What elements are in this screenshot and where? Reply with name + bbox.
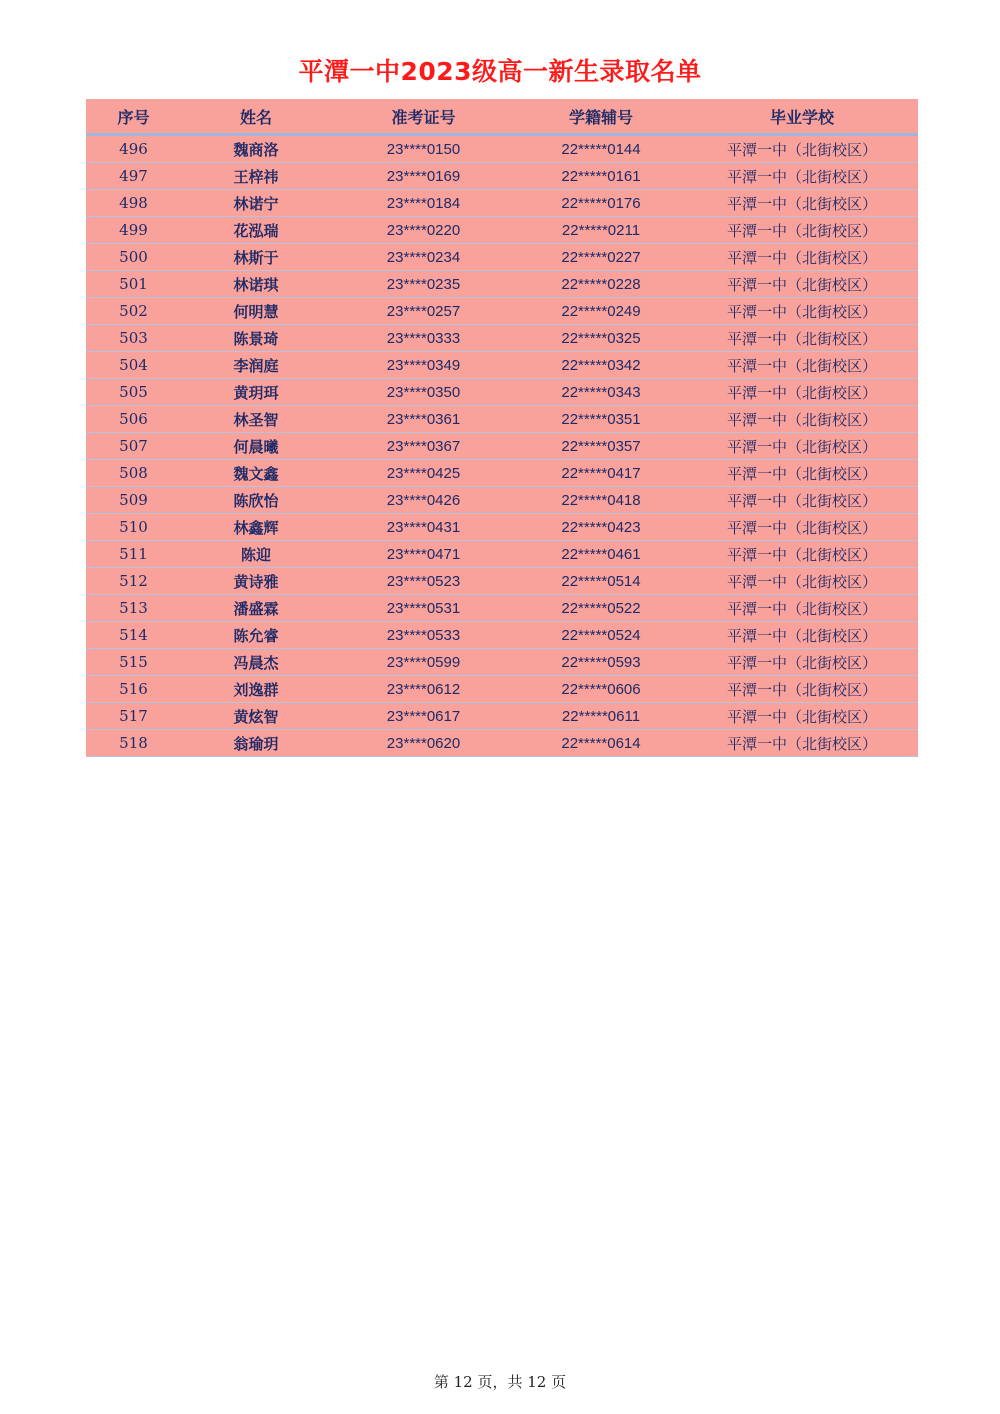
cell-enrollment-number: 22*****0357 — [516, 433, 686, 460]
cell-exam-number: 23****0426 — [331, 487, 516, 514]
cell-enrollment-number: 22*****0228 — [516, 271, 686, 298]
cell-enrollment-number: 22*****0325 — [516, 325, 686, 352]
table-row — [86, 622, 918, 649]
table-row — [86, 217, 918, 244]
table-row — [86, 568, 918, 595]
table-row — [86, 433, 918, 460]
cell-name: 林圣智 — [181, 406, 331, 433]
cell-name: 潘盛霖 — [181, 595, 331, 622]
cell-exam-number: 23****0350 — [331, 379, 516, 406]
cell-graduation-school: 平潭一中（北街校区） — [686, 433, 918, 460]
cell-enrollment-number: 22*****0593 — [516, 649, 686, 676]
cell-graduation-school: 平潭一中（北街校区） — [686, 298, 918, 325]
cell-enrollment-number: 22*****0418 — [516, 487, 686, 514]
cell-exam-number: 23****0620 — [331, 730, 516, 757]
cell-no: 502 — [86, 298, 181, 325]
table-row — [86, 135, 918, 163]
page-title: 平潭一中2023级高一新生录取名单 — [298, 57, 702, 86]
cell-graduation-school: 平潭一中（北街校区） — [686, 325, 918, 352]
cell-enrollment-number: 22*****0522 — [516, 595, 686, 622]
cell-no: 513 — [86, 595, 181, 622]
cell-no: 509 — [86, 487, 181, 514]
cell-graduation-school: 平潭一中（北街校区） — [686, 379, 918, 406]
cell-enrollment-number: 22*****0211 — [516, 217, 686, 244]
cell-name: 魏商洛 — [181, 135, 331, 163]
cell-name: 陈景琦 — [181, 325, 331, 352]
table-row — [86, 730, 918, 757]
cell-no: 512 — [86, 568, 181, 595]
cell-graduation-school: 平潭一中（北街校区） — [686, 730, 918, 757]
cell-enrollment-number: 22*****0161 — [516, 163, 686, 190]
cell-no: 508 — [86, 460, 181, 487]
cell-graduation-school: 平潭一中（北街校区） — [686, 568, 918, 595]
cell-name: 林鑫辉 — [181, 514, 331, 541]
cell-graduation-school: 平潭一中（北街校区） — [686, 541, 918, 568]
table-row — [86, 190, 918, 217]
cell-no: 515 — [86, 649, 181, 676]
cell-exam-number: 23****0431 — [331, 514, 516, 541]
cell-name: 陈迎 — [181, 541, 331, 568]
cell-name: 花泓瑞 — [181, 217, 331, 244]
table-row — [86, 352, 918, 379]
cell-name: 陈欣怡 — [181, 487, 331, 514]
cell-no: 516 — [86, 676, 181, 703]
cell-enrollment-number: 22*****0606 — [516, 676, 686, 703]
cell-graduation-school: 平潭一中（北街校区） — [686, 487, 918, 514]
cell-name: 林诺琪 — [181, 271, 331, 298]
cell-graduation-school: 平潭一中（北街校区） — [686, 271, 918, 298]
cell-exam-number: 23****0184 — [331, 190, 516, 217]
cell-no: 497 — [86, 163, 181, 190]
cell-name: 林诺宁 — [181, 190, 331, 217]
cell-exam-number: 23****0367 — [331, 433, 516, 460]
cell-exam-number: 23****0257 — [331, 298, 516, 325]
cell-enrollment-number: 22*****0343 — [516, 379, 686, 406]
table-row — [86, 379, 918, 406]
cell-graduation-school: 平潭一中（北街校区） — [686, 244, 918, 271]
cell-graduation-school: 平潭一中（北街校区） — [686, 460, 918, 487]
table-header-row — [86, 99, 918, 135]
cell-name: 刘逸群 — [181, 676, 331, 703]
cell-exam-number: 23****0333 — [331, 325, 516, 352]
cell-name: 黄炫智 — [181, 703, 331, 730]
cell-enrollment-number: 22*****0461 — [516, 541, 686, 568]
cell-exam-number: 23****0531 — [331, 595, 516, 622]
cell-graduation-school: 平潭一中（北街校区） — [686, 514, 918, 541]
cell-no: 510 — [86, 514, 181, 541]
cell-no: 505 — [86, 379, 181, 406]
cell-name: 林斯于 — [181, 244, 331, 271]
cell-no: 504 — [86, 352, 181, 379]
cell-exam-number: 23****0617 — [331, 703, 516, 730]
cell-enrollment-number: 22*****0176 — [516, 190, 686, 217]
table-row — [86, 406, 918, 433]
cell-name: 何晨曦 — [181, 433, 331, 460]
cell-no: 514 — [86, 622, 181, 649]
cell-graduation-school: 平潭一中（北街校区） — [686, 622, 918, 649]
cell-enrollment-number: 22*****0614 — [516, 730, 686, 757]
cell-graduation-school: 平潭一中（北街校区） — [686, 595, 918, 622]
cell-no: 511 — [86, 541, 181, 568]
cell-no: 496 — [86, 135, 181, 163]
cell-no: 498 — [86, 190, 181, 217]
cell-exam-number: 23****0612 — [331, 676, 516, 703]
admission-table — [86, 99, 918, 757]
header-exam-number: 准考证号 — [331, 99, 516, 135]
cell-graduation-school: 平潭一中（北街校区） — [686, 649, 918, 676]
cell-no: 500 — [86, 244, 181, 271]
cell-name: 翁瑜玥 — [181, 730, 331, 757]
table-row — [86, 325, 918, 352]
table-row — [86, 649, 918, 676]
cell-exam-number: 23****0235 — [331, 271, 516, 298]
cell-exam-number: 23****0349 — [331, 352, 516, 379]
header-name: 姓名 — [181, 99, 331, 135]
cell-no: 517 — [86, 703, 181, 730]
table-row — [86, 298, 918, 325]
table-row — [86, 271, 918, 298]
cell-name: 王梓祎 — [181, 163, 331, 190]
cell-no: 518 — [86, 730, 181, 757]
cell-no: 499 — [86, 217, 181, 244]
cell-graduation-school: 平潭一中（北街校区） — [686, 676, 918, 703]
cell-exam-number: 23****0425 — [331, 460, 516, 487]
cell-exam-number: 23****0471 — [331, 541, 516, 568]
table-row — [86, 487, 918, 514]
cell-exam-number: 23****0234 — [331, 244, 516, 271]
cell-no: 501 — [86, 271, 181, 298]
cell-enrollment-number: 22*****0423 — [516, 514, 686, 541]
table-body — [86, 135, 918, 757]
cell-exam-number: 23****0169 — [331, 163, 516, 190]
cell-exam-number: 23****0361 — [331, 406, 516, 433]
cell-no: 503 — [86, 325, 181, 352]
cell-graduation-school: 平潭一中（北街校区） — [686, 163, 918, 190]
cell-graduation-school: 平潭一中（北街校区） — [686, 190, 918, 217]
cell-exam-number: 23****0523 — [331, 568, 516, 595]
cell-name: 魏文鑫 — [181, 460, 331, 487]
cell-graduation-school: 平潭一中（北街校区） — [686, 135, 918, 163]
cell-enrollment-number: 22*****0514 — [516, 568, 686, 595]
table-row — [86, 244, 918, 271]
cell-name: 黄玥珥 — [181, 379, 331, 406]
cell-graduation-school: 平潭一中（北街校区） — [686, 217, 918, 244]
cell-enrollment-number: 22*****0227 — [516, 244, 686, 271]
cell-no: 507 — [86, 433, 181, 460]
page-footer: 第 12 页，共 12 页 — [433, 1373, 567, 1391]
cell-graduation-school: 平潭一中（北街校区） — [686, 406, 918, 433]
cell-enrollment-number: 22*****0144 — [516, 135, 686, 163]
header-no: 序号 — [86, 99, 181, 135]
cell-graduation-school: 平潭一中（北街校区） — [686, 352, 918, 379]
table-row — [86, 163, 918, 190]
cell-name: 冯晨杰 — [181, 649, 331, 676]
header-graduation-school: 毕业学校 — [686, 99, 918, 135]
table-row — [86, 703, 918, 730]
table-row — [86, 676, 918, 703]
cell-exam-number: 23****0599 — [331, 649, 516, 676]
cell-graduation-school: 平潭一中（北街校区） — [686, 703, 918, 730]
cell-name: 何明慧 — [181, 298, 331, 325]
cell-enrollment-number: 22*****0351 — [516, 406, 686, 433]
cell-name: 黄诗雅 — [181, 568, 331, 595]
cell-exam-number: 23****0220 — [331, 217, 516, 244]
table-row — [86, 460, 918, 487]
cell-enrollment-number: 22*****0342 — [516, 352, 686, 379]
cell-enrollment-number: 22*****0417 — [516, 460, 686, 487]
cell-exam-number: 23****0533 — [331, 622, 516, 649]
cell-exam-number: 23****0150 — [331, 135, 516, 163]
cell-enrollment-number: 22*****0249 — [516, 298, 686, 325]
cell-name: 陈允睿 — [181, 622, 331, 649]
cell-enrollment-number: 22*****0524 — [516, 622, 686, 649]
header-enrollment-number: 学籍辅号 — [516, 99, 686, 135]
cell-no: 506 — [86, 406, 181, 433]
table-row — [86, 595, 918, 622]
table-row — [86, 514, 918, 541]
cell-enrollment-number: 22*****0611 — [516, 703, 686, 730]
cell-name: 李润庭 — [181, 352, 331, 379]
table-row — [86, 541, 918, 568]
